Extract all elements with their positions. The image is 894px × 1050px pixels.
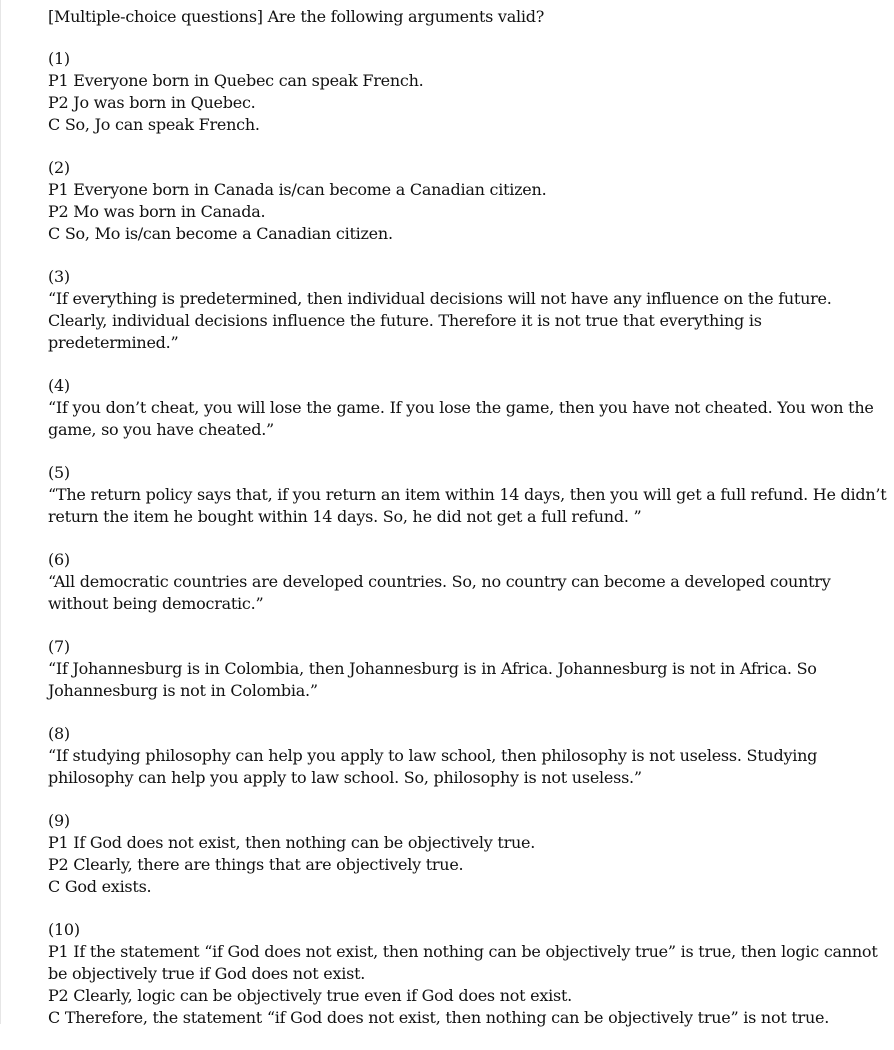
- question-8: [48, 723, 893, 789]
- question-number: (9): [48, 811, 70, 830]
- question-number: (1): [48, 49, 70, 68]
- question-6: [48, 549, 893, 615]
- question-number: (4): [48, 376, 70, 395]
- premise-2: P2 Jo was born in Quebec.: [48, 93, 256, 112]
- question-10: [48, 919, 893, 1029]
- conclusion: C So, Jo can speak French.: [48, 115, 260, 134]
- question-4: [48, 375, 893, 441]
- question-1: [48, 48, 893, 136]
- question-number: (7): [48, 637, 70, 656]
- conclusion: C God exists.: [48, 877, 152, 896]
- question-9: [48, 810, 893, 898]
- premise-1: P1 Everyone born in Canada is/can become a Canadian citizen.: [48, 180, 547, 199]
- premise-2: P2 Mo was born in Canada.: [48, 202, 266, 221]
- premise-2: P2 Clearly, logic can be objectively true even if God does not exist.: [48, 986, 573, 1005]
- question-7: [48, 636, 893, 702]
- document-content: [48, 6, 893, 1050]
- question-number: (10): [48, 920, 80, 939]
- premise-2: P2 Clearly, there are things that are objectively true.: [48, 855, 464, 874]
- argument-text: “If everything is predetermined, then individual decisions will not have any influence on the future. Clearly, individual decisions influence the future. Therefore it is not true that everything is predetermined.”: [48, 289, 832, 352]
- premise-1: P1 Everyone born in Quebec can speak French.: [48, 71, 424, 90]
- conclusion: C So, Mo is/can become a Canadian citizen.: [48, 224, 393, 243]
- question-number: (6): [48, 550, 70, 569]
- question-2: [48, 157, 893, 245]
- argument-text: “All democratic countries are developed countries. So, no country can become a developed country without being democratic.”: [48, 572, 831, 613]
- question-3: [48, 266, 893, 354]
- conclusion: C Therefore, the statement “if God does not exist, then nothing can be objectively true” is not true.: [48, 1008, 830, 1027]
- argument-text: “If studying philosophy can help you apply to law school, then philosophy is not useless. Studying philosophy can help you apply to law school. So, philosophy is not useless.”: [48, 746, 818, 787]
- premise-1: P1 If God does not exist, then nothing can be objectively true.: [48, 833, 536, 852]
- premise-1: P1 If the statement “if God does not exist, then nothing can be objectively true” is true, then logic cannot be objectively true if God does not exist.: [48, 942, 878, 983]
- question-number: (8): [48, 724, 70, 743]
- question-number: (5): [48, 463, 70, 482]
- question-5: [48, 462, 893, 528]
- page-title: [Multiple-choice questions] Are the following arguments valid?: [48, 7, 545, 26]
- argument-text: “If Johannesburg is in Colombia, then Johannesburg is in Africa. Johannesburg is not in Africa. So Johannesburg is not in Colombia.”: [48, 659, 817, 700]
- argument-text: “If you don’t cheat, you will lose the game. If you lose the game, then you have not cheated. You won the game, so you have cheated.”: [48, 398, 874, 439]
- argument-text: “The return policy says that, if you return an item within 14 days, then you will get a full refund. He didn’t return the item he bought within 14 days. So, he did not get a full refund. ”: [48, 485, 887, 526]
- question-number: (2): [48, 158, 70, 177]
- question-number: (3): [48, 267, 70, 286]
